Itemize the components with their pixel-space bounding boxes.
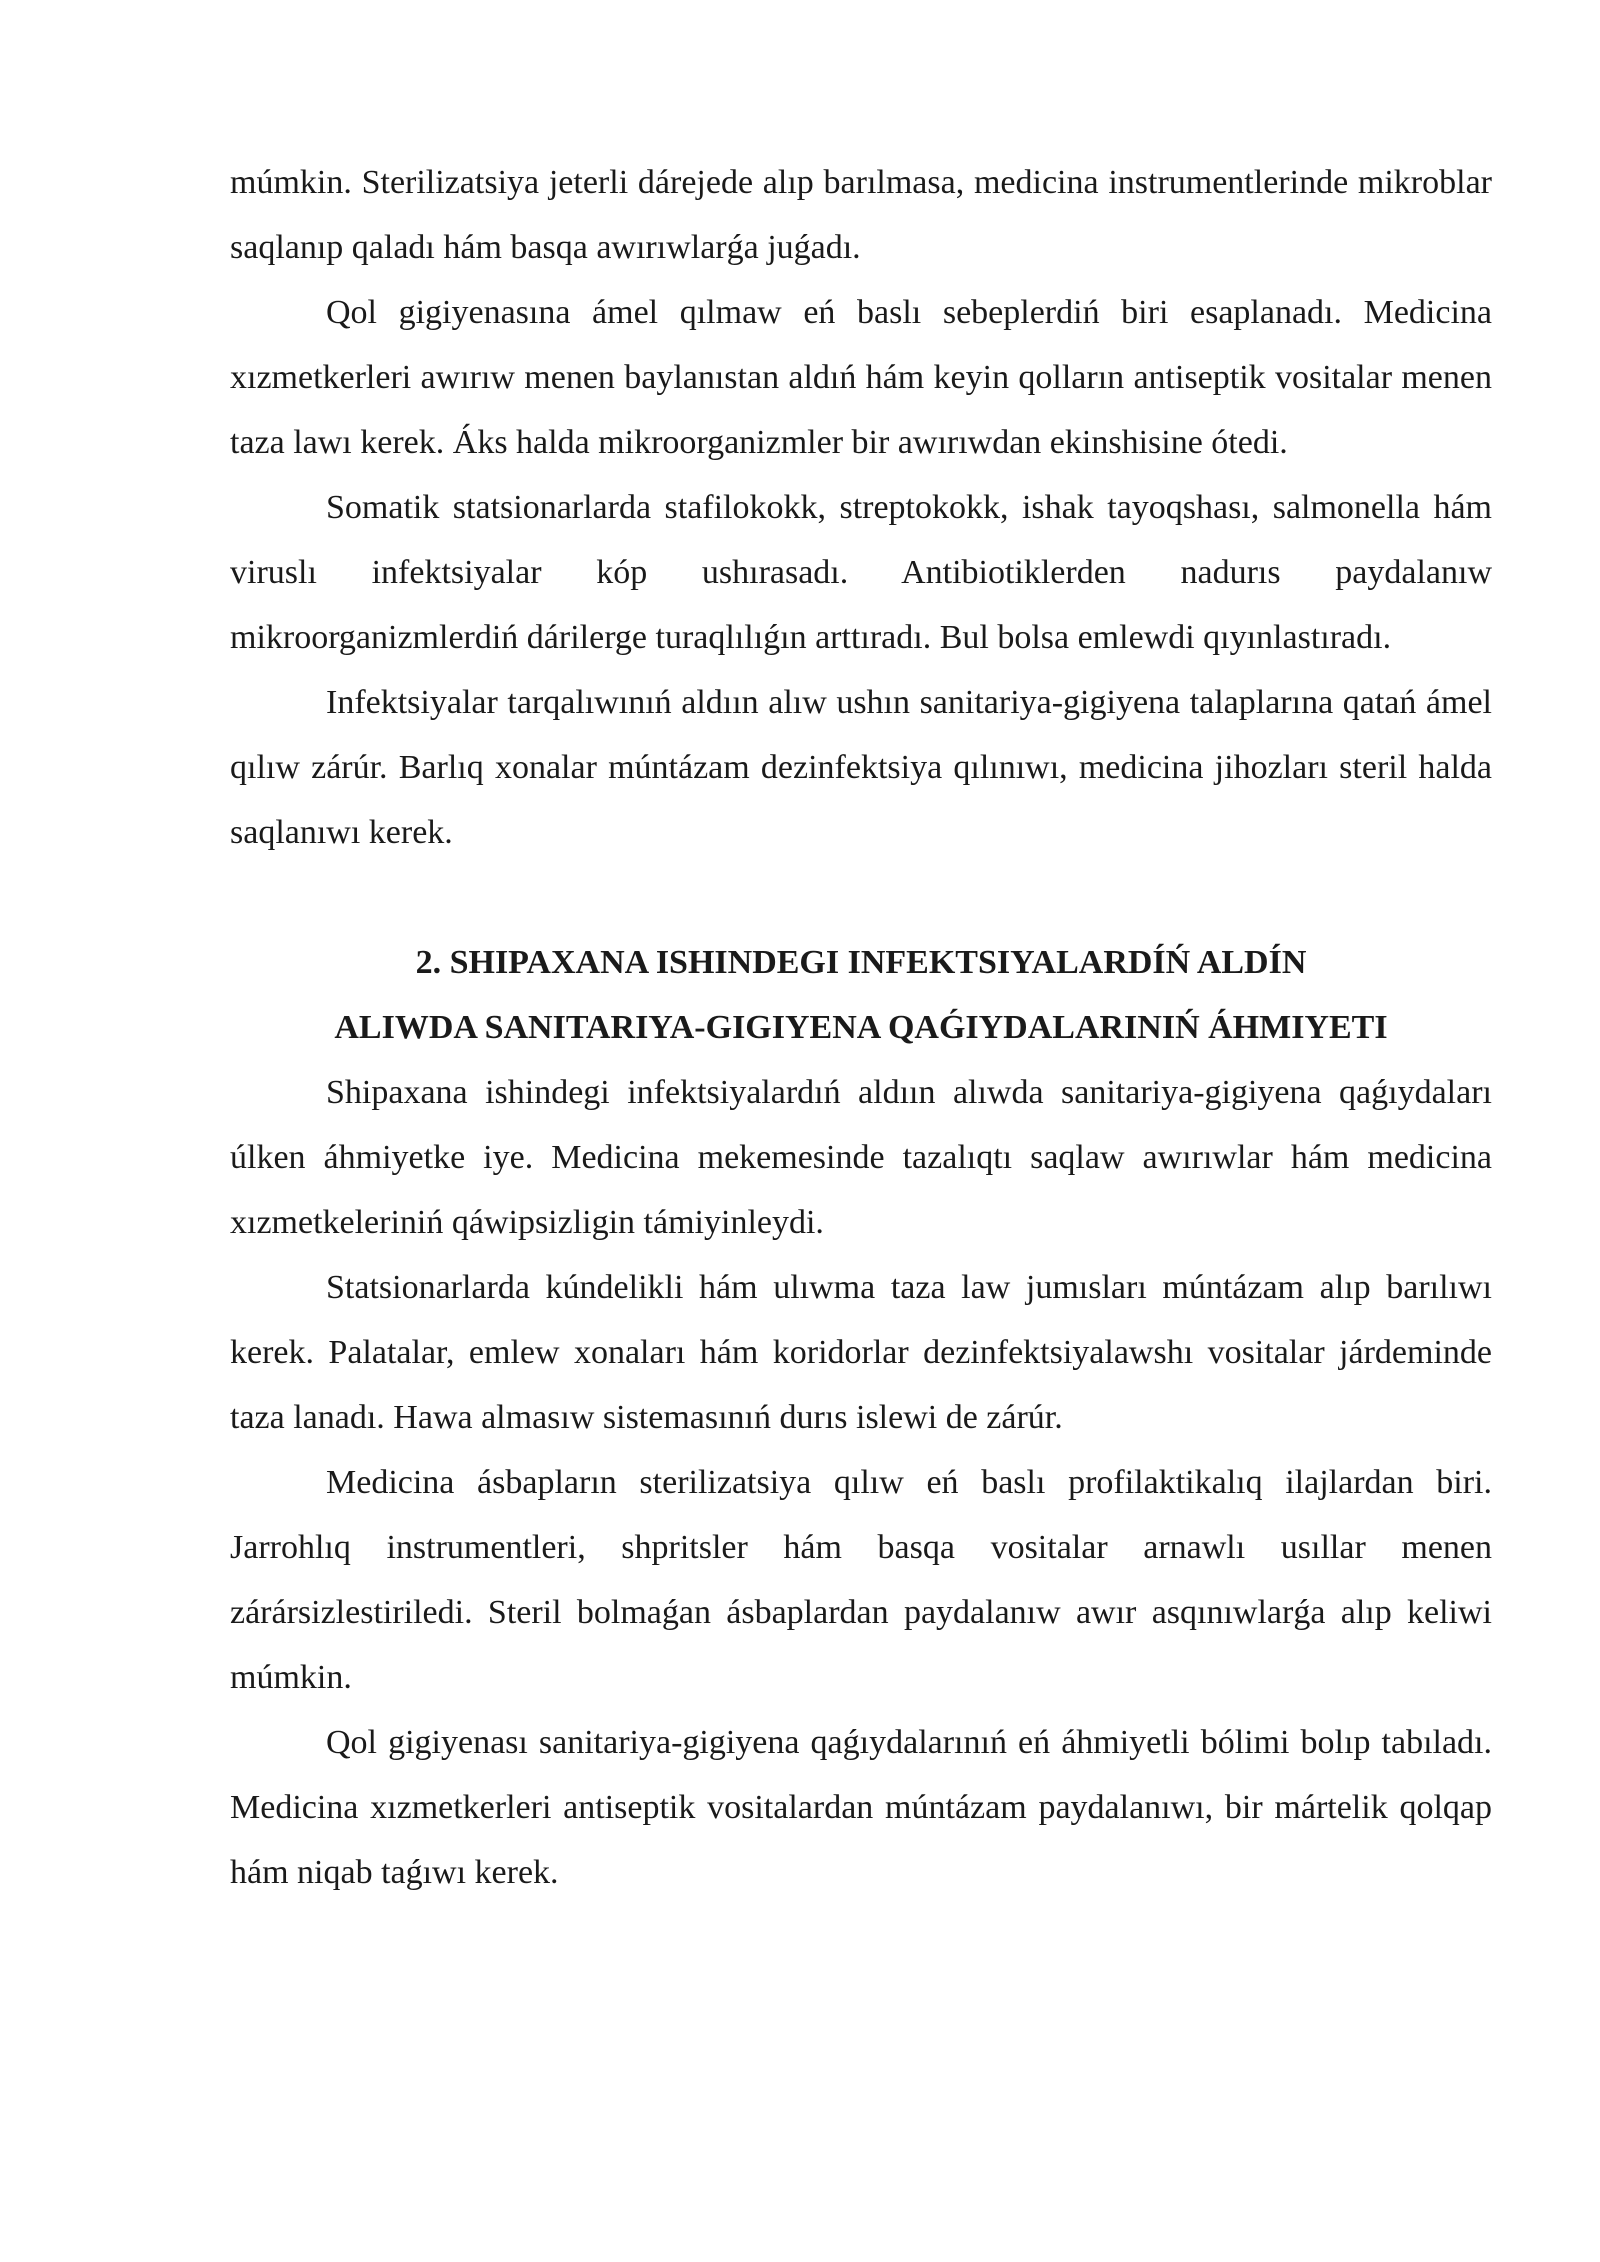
paragraph: Somatik statsionarlarda stafilokokk, streptokokk, ishak tayoqshası, salmonella hám viruslı infektsiyalar kóp ushırasadı. Antibiotiklerden nadurıs paydalanıw mikroorganizmlerdiń dárilerge turaqlılıǵın arttıradı. Bul bolsa emlewdi qıyınlastıradı.	[230, 489, 1492, 656]
document-body	[230, 150, 1492, 1905]
paragraph: Medicina ásbapların sterilizatsiya qılıw eń baslı profilaktikalıq ilajlardan biri. Jarrohlıq instrumentleri, shpritsler hám basqa vositalar arnawlı usıllar menen zárársizlestiriledi. Steril bolmaǵan ásbaplardan paydalanıw awır asqınıwlarǵa alıp keliwi múmkin.	[230, 1464, 1492, 1696]
paragraph: Qol gigiyenasına ámel qılmaw eń baslı sebeplerdiń biri esaplanadı. Medicina xızmetkerleri awırıw menen baylanıstan aldıń hám keyin qolların antiseptik vositalar menen taza lawı kerek. Áks halda mikroorganizmler bir awırıwdan ekinshisine ótedi.	[230, 294, 1492, 461]
paragraph: Statsionarlarda kúndelikli hám ulıwma taza law jumısları múntázam alıp barılıwı kerek. Palatalar, emlew xonaları hám koridorlar dezinfektsiyalawshı vositalar járdeminde taza lanadı. Hawa almasıw sistemasınıń durıs islewi de zárúr.	[230, 1269, 1492, 1436]
section-heading-line-2: ALIWDA SANITARIYA-GIGIYENA QAǴIYDALARINIŃ ÁHMIYETI	[334, 1009, 1388, 1046]
section-heading-line-1: 2. SHIPAXANA ISHINDEGI INFEKTSIYALARDÍŃ ALDÍN	[415, 944, 1307, 981]
paragraph: múmkin. Sterilizatsiya jeterli dárejede alıp barılmasa, medicina instrumentlerinde mikroblar saqlanıp qaladı hám basqa awırıwlarǵa juǵadı.	[230, 164, 1492, 266]
paragraph: Shipaxana ishindegi infektsiyalardıń aldıın alıwda sanitariya-gigiyena qaǵıydaları úlken áhmiyetke iye. Medicina mekemesinde tazalıqtı saqlaw awırıwlar hám medicina xızmetkeleriniń qáwipsizligin támiyinleydi.	[230, 1074, 1492, 1241]
paragraph: Infektsiyalar tarqalıwınıń aldıın alıw ushın sanitariya-gigiyena talaplarına qatań ámel qılıw zárúr. Barlıq xonalar múntázam dezinfektsiya qılınıwı, medicina jihozları steril halda saqlanıwı kerek.	[230, 684, 1492, 851]
section-heading	[230, 930, 1492, 1060]
paragraph: Qol gigiyenası sanitariya-gigiyena qaǵıydalarınıń eń áhmiyetli bólimi bolıp tabıladı. Medicina xızmetkerleri antiseptik vositalardan múntázam paydalanıwı, bir mártelik qolqap hám niqab taǵıwı kerek.	[230, 1724, 1492, 1891]
